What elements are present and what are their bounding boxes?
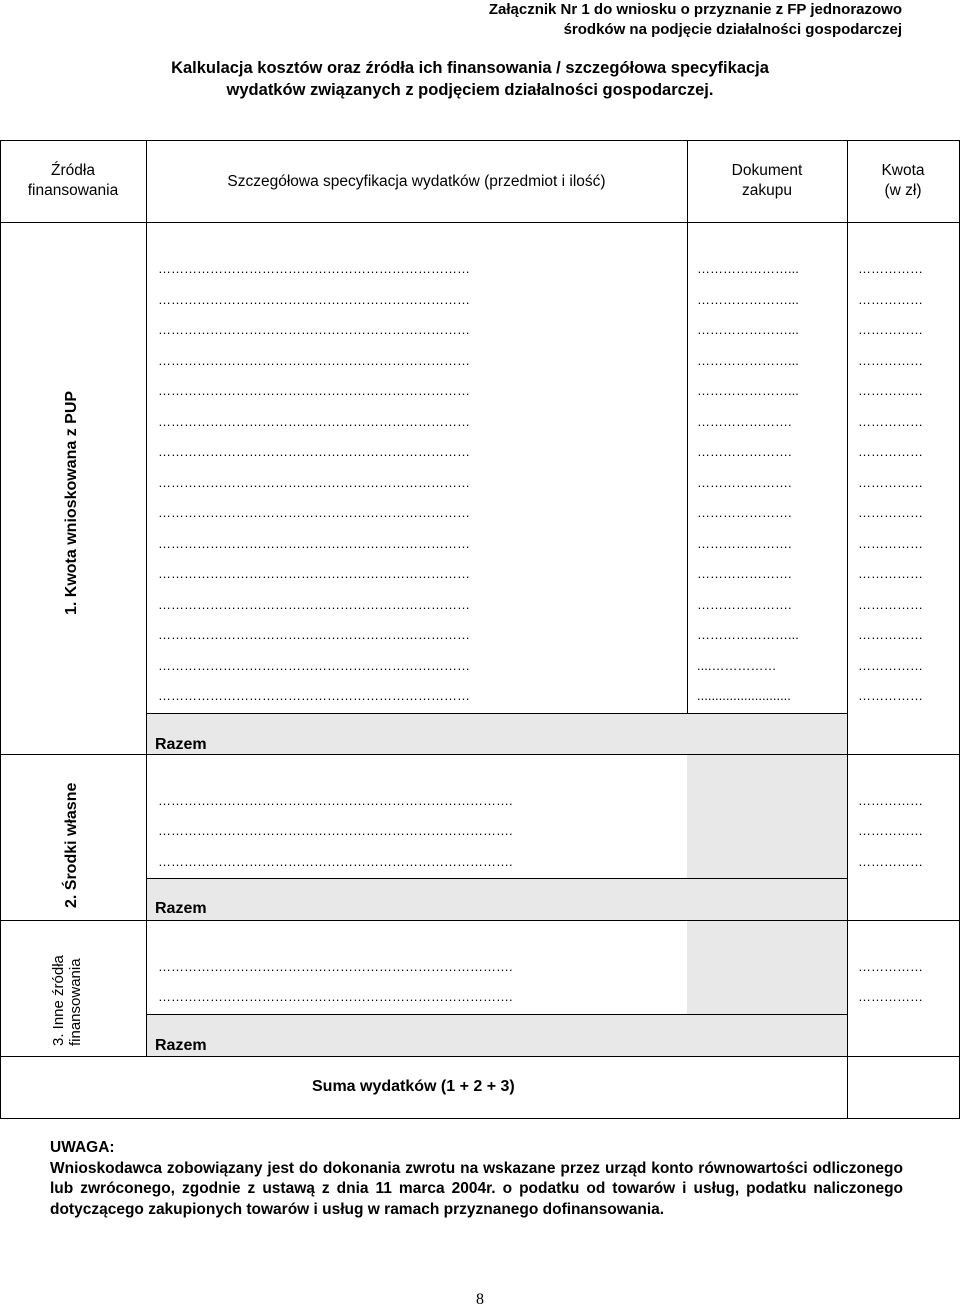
section3-razem: Razem (155, 1037, 207, 1054)
title-line2: wydatków związanych z podjęciem działalności gospodarczej. (226, 81, 714, 99)
fill-line: ………………………………………………………………………. (158, 794, 513, 808)
fill-line: ……………………………………………………………… (158, 628, 470, 642)
col-header-spec: Szczegółowa specyfikacja wydatków (przedmiot i ilość) (227, 173, 606, 190)
fill-line: ……………………………………………………………… (158, 506, 470, 520)
fill-line: …………… (858, 506, 923, 520)
fill-line: …………………. (697, 414, 792, 429)
fill-line: …………… (858, 597, 923, 612)
fill-line: …………………. (697, 445, 792, 459)
fill-line: …………… (858, 960, 923, 974)
fill-line: …………… (858, 628, 923, 642)
fill-line: …………… (858, 353, 923, 368)
note (50, 1138, 903, 1220)
fill-line: ………………………………………………………………………. (158, 990, 513, 1004)
sum-label: Suma wydatków (1 + 2 + 3) (312, 1078, 515, 1095)
page-number: 8 (476, 1291, 484, 1308)
fill-line: …………… (858, 445, 923, 459)
fill-line: …………… (858, 824, 923, 838)
fill-line: …………………... (697, 323, 799, 337)
fill-line: …………………... (697, 262, 799, 276)
fill-line: …………………... (697, 353, 799, 368)
fill-line: ……………………………………………………………… (158, 445, 470, 459)
fill-line: …………………. (697, 597, 792, 612)
col-header-amount-line2: (w zł) (884, 182, 922, 199)
note-heading: UWAGA: (50, 1139, 115, 1156)
fill-line: ……………………………………………………………… (158, 475, 470, 490)
attachment-header (489, 0, 902, 40)
fill-line: …………………. (697, 475, 792, 490)
fill-line: …………… (858, 292, 923, 307)
fill-line: …………… (858, 414, 923, 429)
fill-line: …………………... (697, 292, 799, 307)
fill-line: …………… (858, 323, 923, 337)
fill-line: …………………. (697, 506, 792, 520)
fill-line: …………… (858, 262, 923, 276)
razem-shade-2 (146, 878, 847, 920)
fill-line: …………… (858, 855, 923, 869)
razem-shade-3 (146, 1014, 847, 1056)
fill-line: ....…………… (697, 658, 777, 673)
col-header-document (687, 161, 847, 201)
fill-line: …………………... (697, 628, 799, 642)
section2-razem: Razem (155, 900, 207, 917)
fill-line: …………… (858, 384, 923, 398)
col-header-sources-line1: Źródła (51, 162, 95, 179)
col-header-sources (0, 161, 146, 201)
fill-line: ……………………………………………………………… (158, 323, 470, 337)
col-header-document-line2: zakupu (742, 182, 792, 199)
fill-line: …………… (858, 658, 923, 673)
fill-line: …………… (858, 567, 923, 581)
col-header-document-line1: Dokument (731, 162, 803, 179)
fill-line: ………………………………………………………………………. (158, 855, 513, 869)
fill-line: …………… (858, 536, 923, 551)
fill-line: ………………………………………………………………………. (158, 960, 513, 974)
fill-line: ……………………………………………………………… (158, 262, 470, 276)
col-header-amount (847, 161, 959, 201)
fill-line: ……………………………………………………………… (158, 536, 470, 551)
fill-line: .......................... (697, 689, 791, 703)
razem-shade-1 (146, 713, 847, 754)
section2-label: 2. Środki własne (63, 782, 80, 908)
attachment-header-line1: Załącznik Nr 1 do wniosku o przyznanie z FP jednorazowo (488, 1, 902, 18)
fill-line: ……………………………………………………………… (158, 384, 470, 398)
section3-label-line1: 3. Inne źródła (50, 955, 67, 1046)
section1-razem: Razem (155, 736, 207, 753)
document-title (0, 57, 940, 101)
fill-line: ……………………………………………………………… (158, 414, 470, 429)
fill-line: ……………………………………………………………… (158, 292, 470, 307)
fill-line: ………………………………………………………………………. (158, 824, 513, 838)
attachment-header-line2: środków na podjęcie działalności gospodarczej (563, 21, 902, 38)
col-header-amount-line1: Kwota (881, 162, 925, 179)
section1-label: 1. Kwota wnioskowana z PUP (63, 390, 80, 615)
fill-line: …………………. (697, 536, 792, 551)
col-header-sources-line2: finansowania (27, 182, 119, 199)
fill-line: …………………... (697, 384, 799, 398)
title-line1: Kalkulacja kosztów oraz źródła ich finansowania / szczegółowa specyfikacja (171, 59, 769, 77)
fill-line: …………………. (697, 567, 792, 581)
fill-line: ……………………………………………………………… (158, 353, 470, 368)
fill-line: …………… (858, 794, 923, 808)
fill-line: ……………………………………………………………… (158, 567, 470, 581)
section3-label-line2: finansowania (67, 958, 84, 1046)
fill-line: …………… (858, 475, 923, 490)
section3-label (50, 955, 84, 1046)
fill-line: ……………………………………………………………… (158, 597, 470, 612)
fill-line: …………… (858, 990, 923, 1004)
fill-line: ……………………………………………………………… (158, 689, 470, 703)
note-text: Wnioskodawca zobowiązany jest do dokonania zwrotu na wskazane przez urząd konto równowartości odliczonego lub zwróconego, zgodnie z ustawą z dnia 11 marca 2004r. o podatku od towarów i usług, podatku naliczonego dotyczącego zakupionych towarów i usług w ramach przyznanego dofinansowania. (50, 1159, 903, 1218)
fill-line: …………… (858, 689, 923, 703)
fill-line: ……………………………………………………………… (158, 658, 470, 673)
